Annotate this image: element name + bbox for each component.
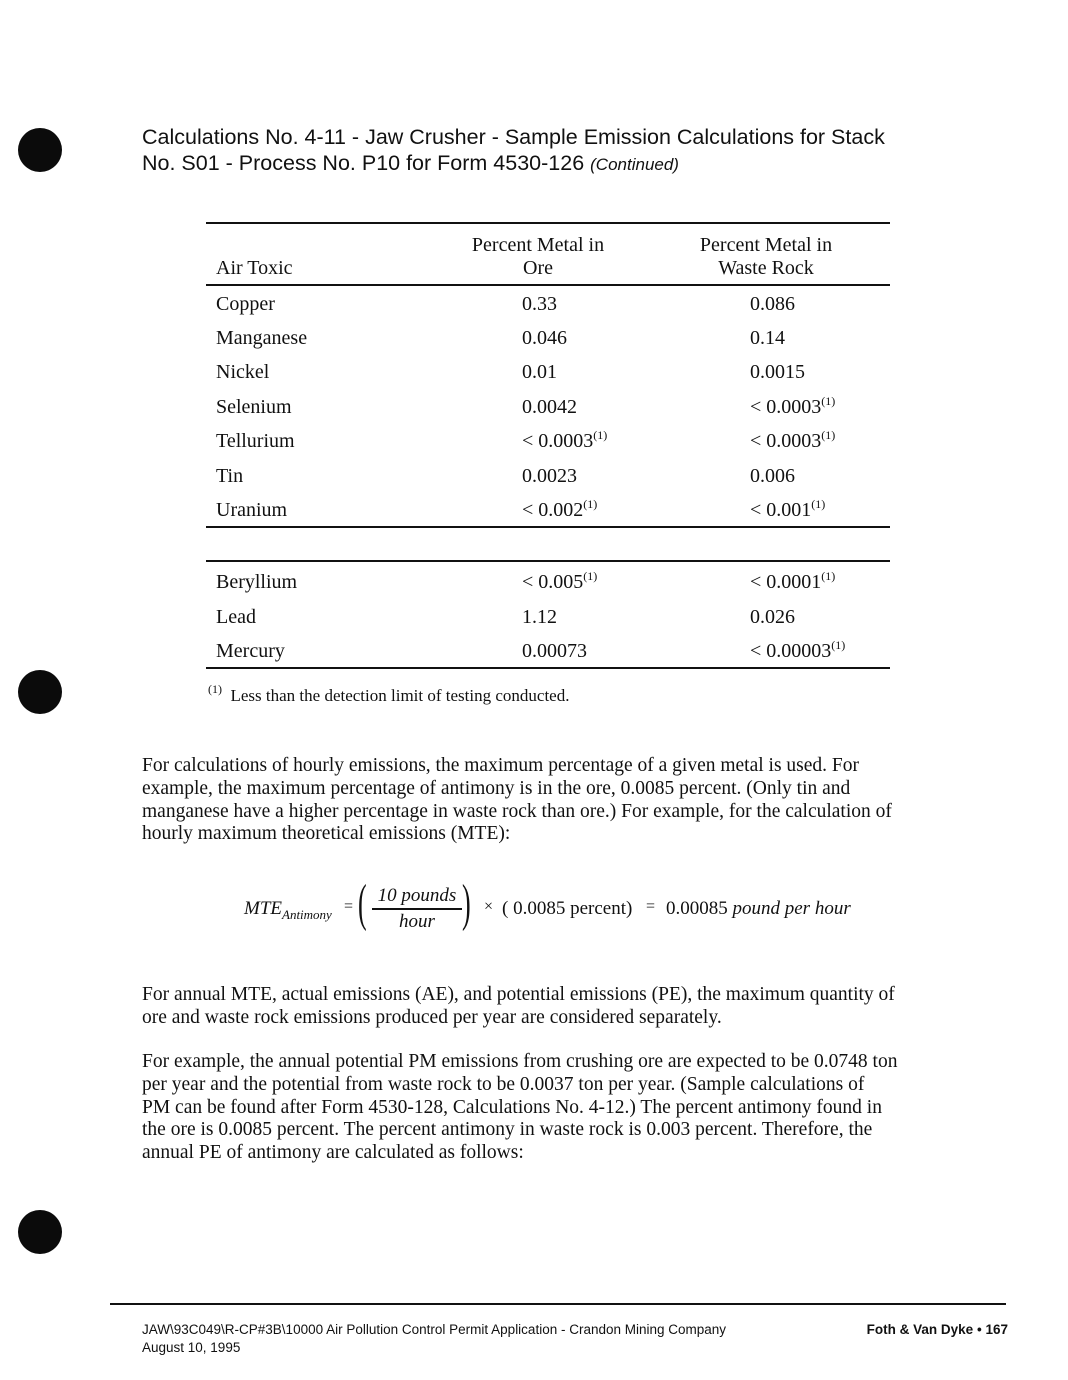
header-percent-waste-line-2: Waste Rock: [718, 257, 814, 279]
table-row: [206, 634, 890, 668]
header-percent-ore-line-2: Ore: [523, 257, 553, 279]
cell-ore: < $0.005^{(1)}$: [522, 569, 598, 593]
table-row: [206, 321, 890, 355]
table-row: [206, 355, 890, 389]
footer-bullet: •: [976, 1322, 982, 1337]
cell-waste: 0.006: [750, 465, 795, 487]
fraction-denominator: hour: [399, 910, 435, 932]
footer-page-info: [867, 1322, 1008, 1337]
heading-continued: (Continued): [590, 155, 679, 174]
footnote-mark: (1): [208, 682, 222, 696]
header-percent-ore: [406, 234, 670, 280]
cell-air-toxic: Tin: [216, 465, 244, 487]
paragraph-line: hourly maximum theoretical emissions (MTE):: [142, 823, 511, 845]
hole-punch-middle: [18, 670, 62, 714]
cell-ore: 1.12: [522, 606, 557, 628]
equation-equals-2: =: [646, 898, 656, 915]
cell-waste: < $0.0003^{(1)}$: [750, 394, 836, 418]
cell-air-toxic: Uranium: [216, 499, 288, 521]
cell-ore: 0.00073: [522, 640, 587, 662]
equation-lhs: $MTE_{Antimony}$: [244, 898, 332, 922]
cell-waste: < $0.001^{(1)}$: [750, 497, 826, 521]
cell-waste: 0.0015: [750, 361, 805, 383]
cell-air-toxic: Lead: [216, 606, 256, 628]
equation-result: 0.00085 pound per hour: [666, 898, 851, 919]
table-bottom-rule: [206, 667, 890, 669]
header-percent-waste-line-1: Percent Metal in: [699, 234, 833, 256]
fraction: [372, 884, 462, 934]
cell-ore: 0.01: [522, 361, 557, 383]
heading-line-2: [142, 150, 922, 178]
equation-times: ×: [484, 898, 494, 915]
table-row: [206, 600, 890, 634]
heading-line-2-text: No. S01 - Process No. P10 for Form 4530-126: [142, 151, 585, 175]
footnote-text: Less than the detection limit of testing conducted.: [230, 686, 570, 705]
right-paren: ): [462, 875, 471, 932]
paragraph-line: the ore is 0.0085 percent. The percent antimony in waste rock is 0.003 percent. Therefore, the: [142, 1119, 873, 1141]
paragraph-line: annual PE of antimony are calculated as follows:: [142, 1142, 524, 1164]
mte-equation: [244, 875, 904, 944]
cell-ore: 0.0023: [522, 465, 577, 487]
footer-company: Foth & Van Dyke: [866, 1322, 974, 1337]
header-bottom-rule: [206, 284, 890, 286]
paragraph-annual-mte: [142, 984, 982, 1030]
cell-ore: 0.046: [522, 327, 567, 349]
cell-air-toxic: Manganese: [216, 327, 308, 349]
paragraph-hourly-emissions: [142, 755, 982, 846]
equation-equals-1: =: [344, 898, 354, 915]
paragraph-line: For annual MTE, actual emissions (AE), and potential emissions (PE), the maximum quantity of: [142, 984, 895, 1005]
fraction-numerator: 10 pounds: [377, 885, 457, 906]
footer-date: August 10, 1995: [142, 1340, 241, 1355]
header-percent-ore-line-1: Percent Metal in: [471, 234, 605, 256]
table-top-rule: [206, 222, 890, 224]
group-1-bottom-rule: [206, 526, 890, 528]
equation-factor: ( 0.0085 percent): [502, 898, 633, 919]
hole-punch-bottom: [18, 1210, 62, 1254]
paragraph-annual-pe: [142, 1051, 982, 1165]
heading-line-1: Calculations No. 4-11 - Jaw Crusher - Sample Emission Calculations for Stack: [142, 125, 885, 149]
cell-waste: 0.14: [750, 327, 785, 349]
footer-rule: [110, 1303, 1006, 1305]
paragraph-line: manganese have a higher percentage in waste rock than ore.) For example, for the calculation of: [142, 800, 892, 822]
footer-path: JAW\93C049\R-CP#3B\10000 Air Pollution Control Permit Application - Crandon Mining Company: [142, 1322, 727, 1337]
cell-ore: 0.0042: [522, 396, 577, 418]
table-row: [206, 287, 890, 321]
page-heading: [142, 124, 922, 178]
hole-punch-top: [18, 128, 62, 172]
cell-waste: < $0.0001^{(1)}$: [750, 569, 836, 593]
cell-waste: 0.026: [750, 606, 795, 628]
table-row: [206, 565, 890, 599]
cell-waste: < $0.00003^{(1)}$: [750, 638, 846, 662]
paragraph-line: PM can be found after Form 4530-128, Calculations No. 4-12.) The percent antimony found in: [142, 1096, 882, 1118]
cell-air-toxic: Copper: [216, 293, 275, 315]
header-air-toxic: Air Toxic: [216, 257, 293, 279]
cell-ore: 0.33: [522, 293, 557, 315]
table-row: [206, 390, 890, 424]
footer-page-number: 167: [985, 1322, 1008, 1337]
table-footnote: [208, 682, 570, 706]
cell-ore: < $0.002^{(1)}$: [522, 497, 598, 521]
cell-air-toxic: Selenium: [216, 396, 292, 418]
cell-air-toxic: Mercury: [216, 640, 285, 662]
table-row: [206, 493, 890, 527]
group-2-top-rule: [206, 560, 890, 562]
paragraph-line: example, the maximum percentage of antimony is in the ore, 0.0085 percent. (Only tin and: [142, 777, 851, 799]
cell-air-toxic: Beryllium: [216, 571, 298, 593]
table-row: [206, 424, 890, 458]
cell-air-toxic: Nickel: [216, 361, 270, 383]
cell-waste: 0.086: [750, 293, 795, 315]
cell-ore: < $0.0003^{(1)}$: [522, 428, 608, 452]
paragraph-line: ore and waste rock emissions produced per year are considered separately.: [142, 1006, 722, 1028]
table-row: [206, 459, 890, 493]
left-paren: (: [358, 875, 367, 932]
paragraph-line: per year and the potential from waste rock to be 0.0037 ton per year. (Sample calculations of: [142, 1073, 865, 1095]
cell-waste: < $0.0003^{(1)}$: [750, 428, 836, 452]
header-percent-waste: [650, 234, 882, 280]
paragraph-line: For calculations of hourly emissions, the maximum percentage of a given metal is used. For: [142, 755, 860, 776]
paragraph-line: For example, the annual potential PM emissions from crushing ore are expected to be 0.0748 ton: [142, 1051, 898, 1072]
cell-air-toxic: Tellurium: [216, 430, 295, 452]
